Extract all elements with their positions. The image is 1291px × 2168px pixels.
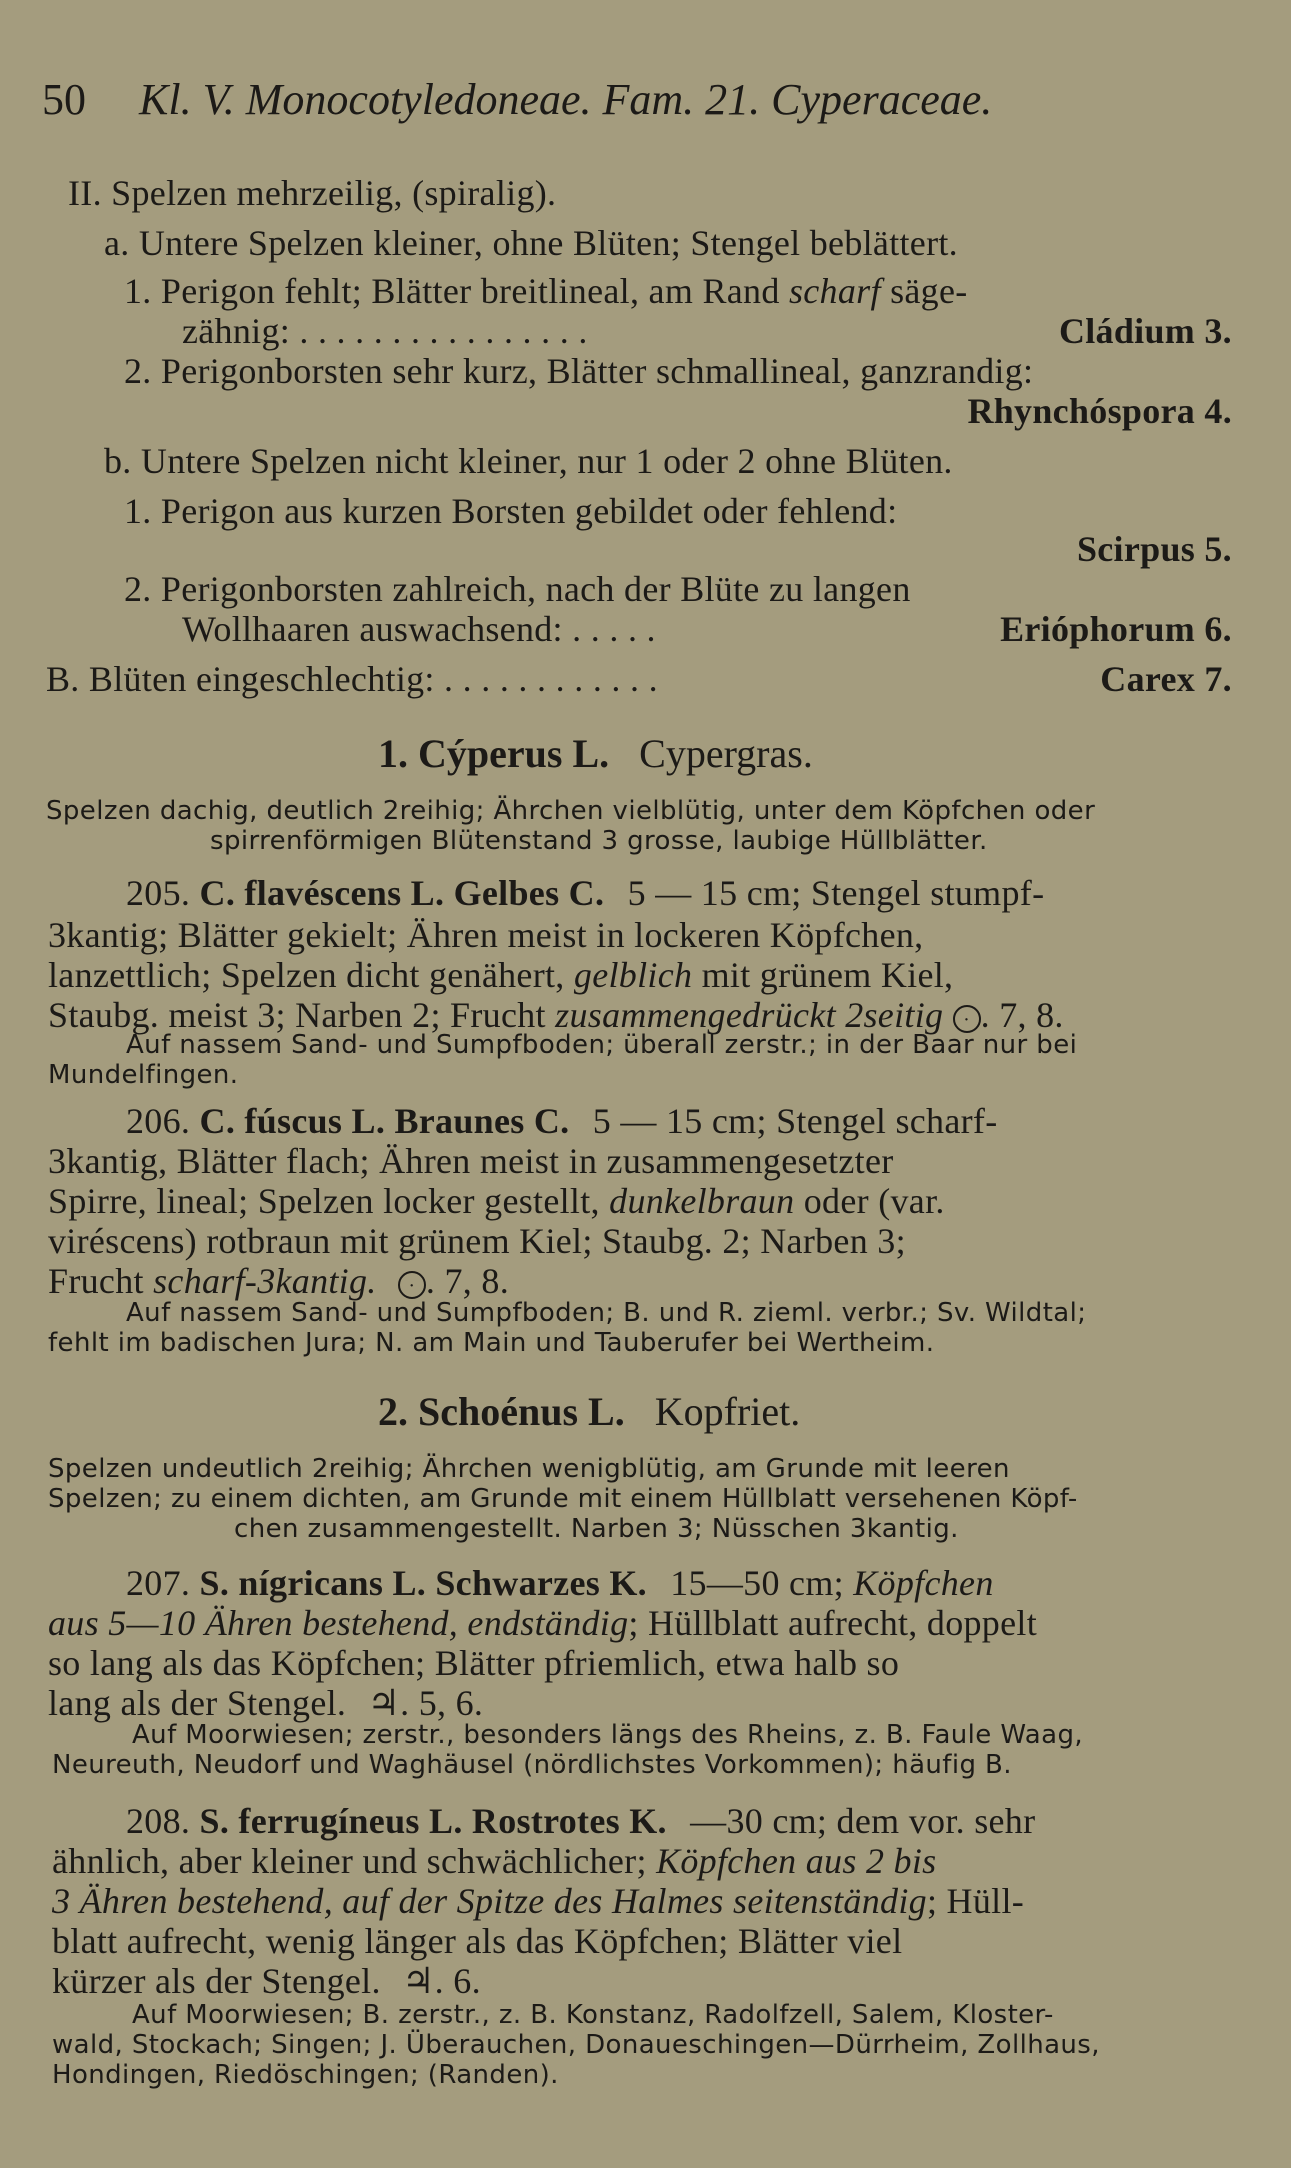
running-title: Kl. V. Monocotyledoneae. Fam. 21. Cyperaceae. — [139, 75, 993, 124]
key-a: a. Untere Spelzen kleiner, ohne Blüten; Stengel beblättert. — [104, 223, 958, 263]
sp206-l3-pre: Spirre, lineal; Spelzen locker gestellt, — [48, 1181, 600, 1221]
sp208-hab-l1: Auf Moorwiesen; B. zerstr., z. B. Konstanz, Radolfzell, Salem, Kloster- — [132, 2000, 1054, 2030]
key-b2-line1: 2. Perigonborsten zahlreich, nach der Blüte zu langen — [124, 569, 911, 609]
key-a1-text: 1. Perigon fehlt; Blätter breitlineal, am Rand — [124, 271, 780, 311]
sp207-l3: so lang als das Köpfchen; Blätter pfriemlich, etwa halb so — [48, 1643, 900, 1683]
sp207-l4 — [48, 1682, 483, 1724]
key-b: b. Untere Spelzen nicht kleiner, nur 1 oder 2 ohne Blüten. — [104, 441, 953, 481]
sp207-l4-pre: lang als der Stengel. — [48, 1683, 347, 1723]
genus1-name: 1. Cýperus L. — [378, 731, 610, 776]
sp205-l3-it: gelblich — [573, 955, 693, 995]
genus2-desc-l2: Spelzen; zu einem dichten, am Grunde mit einem Hüllblatt versehenen Köpf- — [48, 1484, 1078, 1514]
sp208-rest: —30 cm; dem vor. sehr — [690, 1801, 1036, 1841]
annual-symbol: · — [398, 1271, 426, 1299]
sp207-rest: 15—50 cm; — [670, 1563, 844, 1603]
genus-scirpus: Scirpus 5. — [1076, 529, 1232, 569]
sp207-l2 — [48, 1602, 1037, 1644]
sp205-l4-post: . 7, 8. — [980, 995, 1064, 1035]
sp205-l1 — [126, 872, 1044, 914]
sp206-num: 206. — [126, 1101, 191, 1141]
sp208-hab-l2: wald, Stockach; Singen; J. Überauchen, Donaueschingen—Dürrheim, Zollhaus, — [52, 2030, 1100, 2060]
key-a2-line1: 2. Perigonborsten sehr kurz, Blätter schmallineal, ganzrandig: — [124, 351, 1034, 391]
sp206-l3-it: dunkelbraun — [609, 1181, 795, 1221]
genus-eriophorum: Erióphorum 6. — [1000, 609, 1232, 649]
sp206-l5-post: . 7, 8. — [425, 1261, 510, 1301]
annual-symbol: · — [953, 1005, 981, 1033]
sp206-l5-it: scharf-3kantig. — [153, 1261, 377, 1301]
sp205-l4-pre: Staubg. meist 3; Narben 2; Frucht — [48, 995, 546, 1035]
genus1-heading — [378, 730, 813, 777]
key-a1-dots: zähnig: . . . . . . . . . . . . . . . . — [182, 311, 588, 351]
sp206-l5 — [48, 1260, 509, 1302]
genus-carex: Carex 7. — [1100, 659, 1232, 699]
genus1-desc-l1: Spelzen dachig, deutlich 2reihig; Ährchen vielblütig, unter dem Köpfchen oder — [46, 796, 1096, 826]
sp205-name: C. flavéscens L. Gelbes C. — [199, 873, 605, 913]
genus-cladium: Cládium 3. — [1058, 311, 1232, 351]
key-b2-dots: Wollhaaren auswachsend: . . . . . — [182, 609, 656, 649]
sp205-l3-post: mit grünem Kiel, — [701, 955, 954, 995]
sp208-l3-post: ; Hüll- — [926, 1881, 1025, 1921]
sp205-l2: 3kantig; Blätter gekielt; Ähren meist in lockeren Köpfchen, — [48, 915, 924, 955]
sp206-name: C. fúscus L. Braunes C. — [199, 1101, 570, 1141]
genus-rhynchospora: Rhynchóspora 4. — [967, 391, 1232, 431]
sp207-l2-post: ; Hüllblatt aufrecht, doppelt — [628, 1603, 1037, 1643]
key-b1-line1: 1. Perigon aus kurzen Borsten gebildet oder fehlend: — [124, 491, 898, 531]
sp206-rest: 5 — 15 cm; Stengel scharf- — [592, 1101, 998, 1141]
sp206-l3-post: oder (var. — [803, 1181, 945, 1221]
sp208-l5-pre: kürzer als der Stengel. — [52, 1961, 381, 2001]
key-a1-line2 — [182, 310, 1232, 352]
sp206-hab-l1: Auf nassem Sand- und Sumpfboden; B. und R. zieml. verbr.; Sv. Wildtal; — [126, 1298, 1087, 1328]
sp205-l4-it: zusammengedrückt 2seitig — [555, 995, 944, 1035]
sp207-hab-l1: Auf Moorwiesen; zerstr., besonders längs des Rheins, z. B. Faule Waag, — [132, 1720, 1084, 1750]
sp208-l2 — [52, 1840, 936, 1882]
sp207-num: 207. — [126, 1563, 191, 1603]
perennial-symbol: ♃ — [367, 1683, 401, 1723]
sp207-l1 — [126, 1562, 994, 1604]
key-B — [46, 658, 1232, 700]
genus2-desc-l3: chen zusammengestellt. Narben 3; Nüsschen 3kantig. — [234, 1514, 959, 1544]
key-a1-italic: scharf — [788, 271, 881, 311]
genus2-name: 2. Schoénus L. — [378, 1389, 625, 1434]
key-b2-line2 — [182, 608, 1232, 650]
page-number: 50 — [42, 75, 86, 124]
sp206-hab-l2: fehlt im badischen Jura; N. am Main und Tauberufer bei Wertheim. — [48, 1328, 935, 1358]
sp205-l3-pre: lanzettlich; Spelzen dicht genähert, — [48, 955, 565, 995]
sp205-rest: 5 — 15 cm; Stengel stumpf- — [627, 873, 1045, 913]
key-a1-cont: säge- — [890, 271, 968, 311]
sp208-l5-post: . 6. — [434, 1961, 481, 2001]
sp208-l3 — [52, 1880, 1024, 1922]
sp207-l4-post: . 5, 6. — [400, 1683, 484, 1723]
sp208-l2-pre: ähnlich, aber kleiner und schwächlicher; — [52, 1841, 647, 1881]
sp208-num: 208. — [126, 1801, 191, 1841]
sp205-hab-l2: Mundelfingen. — [48, 1060, 239, 1090]
sp208-l1 — [126, 1800, 1035, 1842]
sp208-l3-it: 3 Ähren bestehend, auf der Spitze des Halmes seitenständig — [52, 1881, 927, 1921]
sp207-l1-it: Köpfchen — [853, 1563, 994, 1603]
sp206-l2: 3kantig, Blätter flach; Ähren meist in zusammengesetzter — [48, 1141, 894, 1181]
page-header — [42, 74, 992, 125]
key-B-text: B. Blüten eingeschlechtig: . . . . . . . . . . . . — [46, 659, 658, 699]
genus2-desc-l1: Spelzen undeutlich 2reihig; Ährchen wenigblütig, am Grunde mit leeren — [48, 1454, 1010, 1484]
perennial-symbol: ♃ — [402, 1961, 435, 2001]
genus2-common: Kopfriet. — [654, 1389, 801, 1434]
sp206-l4: viréscens) rotbraun mit grünem Kiel; Staubg. 2; Narben 3; — [48, 1221, 906, 1261]
sp205-hab-l1: Auf nassem Sand- und Sumpfboden; überall zerstr.; in der Baar nur bei — [126, 1030, 1078, 1060]
sp205-num: 205. — [126, 873, 191, 913]
sp206-l3 — [48, 1180, 945, 1222]
genus1-desc-l2: spirrenförmigen Blütenstand 3 grosse, laubige Hüllblätter. — [210, 826, 988, 856]
sp208-hab-l3: Hondingen, Riedöschingen; (Randen). — [52, 2060, 559, 2090]
genus2-heading — [378, 1388, 800, 1435]
genus1-common: Cypergras. — [639, 731, 813, 776]
sp207-hab-l2: Neureuth, Neudorf und Waghäusel (nördlichstes Vorkommen); häufig B. — [52, 1750, 1012, 1780]
sp207-name: S. nígricans L. Schwarzes K. — [199, 1563, 647, 1603]
sp208-l2-it: Köpfchen aus 2 bis — [656, 1841, 937, 1881]
sp205-l3 — [48, 954, 953, 996]
sp206-l1 — [126, 1100, 998, 1142]
sp208-l4: blatt aufrecht, wenig länger als das Köpfchen; Blätter viel — [52, 1921, 903, 1961]
sp206-l5-pre: Frucht — [48, 1261, 144, 1301]
sp207-l2-it: aus 5—10 Ähren bestehend, endständig — [48, 1603, 629, 1643]
sp208-l5 — [52, 1960, 481, 2002]
sp208-name: S. ferrugíneus L. Rostrotes K. — [199, 1801, 667, 1841]
key-a1-line1 — [124, 270, 968, 312]
key-II: II. Spelzen mehrzeilig, (spiralig). — [68, 173, 557, 213]
